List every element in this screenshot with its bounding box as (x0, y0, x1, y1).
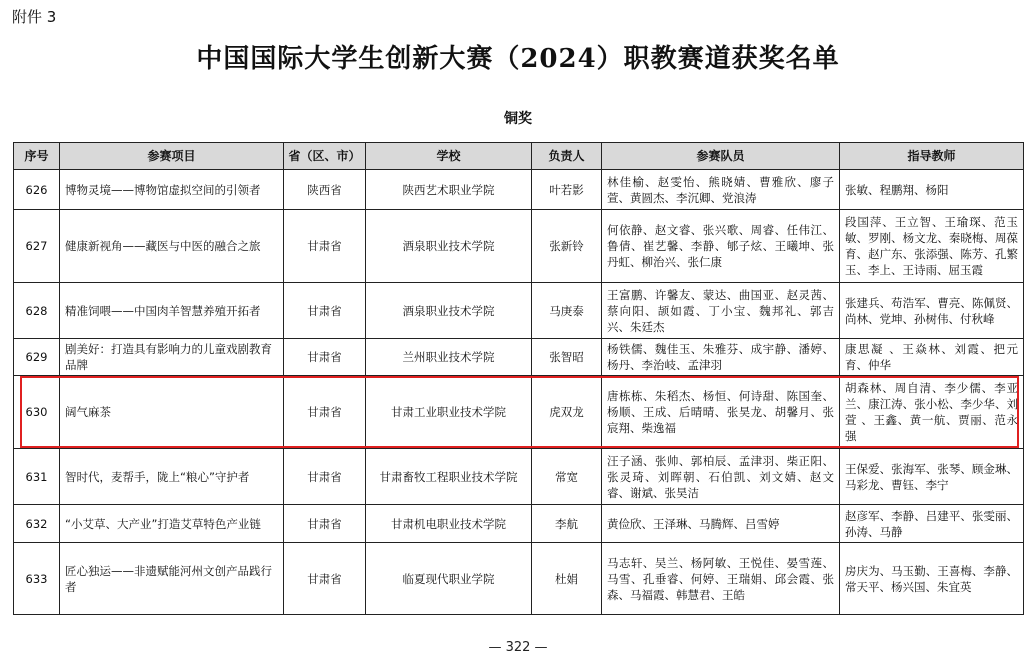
cell-leader: 虎双龙 (532, 376, 602, 449)
cell-no: 629 (14, 339, 60, 376)
cell-team: 林佳榆、赵雯怡、熊晓婧、曹雅欣、廖子萱、黄圆杰、李沉卿、党浪涛 (602, 170, 840, 210)
cell-school: 兰州职业技术学院 (366, 339, 532, 376)
table-row (14, 283, 1024, 339)
cell-school: 酒泉职业技术学院 (366, 210, 532, 283)
cell-team: 何依静、赵文睿、张兴歌、周睿、任伟江、鲁倩、崔艺馨、李静、郇子炫、王曦坤、张丹虹、柳治兴、张仁康 (602, 210, 840, 283)
attachment-label: 附件 3 (12, 8, 57, 26)
table-row (14, 543, 1024, 615)
document-title: 中国国际大学生创新大赛（2024）职教赛道获奖名单 (196, 44, 840, 74)
cell-province: 甘肃省 (284, 505, 366, 543)
cell-team: 王富鹏、许馨友、蒙达、曲国亚、赵灵茜、蔡向阳、颉如霞、丁小宝、魏邦礼、郭吉兴、朱廷杰 (602, 283, 840, 339)
table-header-row (14, 143, 1024, 170)
cell-leader: 李航 (532, 505, 602, 543)
page-number: — 322 — (488, 640, 548, 655)
cell-leader: 叶若影 (532, 170, 602, 210)
cell-school: 甘肃工业职业技术学院 (366, 376, 532, 449)
header-team: 参赛队员 (602, 143, 840, 170)
cell-school: 酒泉职业技术学院 (366, 283, 532, 339)
cell-project: 健康新视角——藏医与中医的融合之旅 (60, 210, 284, 283)
table-row (14, 339, 1024, 376)
cell-province: 陕西省 (284, 170, 366, 210)
cell-province: 甘肃省 (284, 283, 366, 339)
cell-team: 杨铁儒、魏佳玉、朱雅芬、成宇静、潘婷、杨丹、李治岐、孟津羽 (602, 339, 840, 376)
cell-project: 匠心独运——非遗赋能河州文创产品践行者 (60, 543, 284, 615)
header-project: 参赛项目 (60, 143, 284, 170)
cell-team: 唐栋栋、朱稻杰、杨恒、何诗甜、陈国奎、杨顺、王成、后晴晴、张昊龙、胡馨月、张宸翔、柴逸福 (602, 376, 840, 449)
cell-teachers: 胡森林、周自清、李少儒、李亚兰、康江涛、张小松、李少华、刘萱 、王鑫、黄一航、贾丽、范永强 (840, 376, 1024, 449)
cell-team: 汪子涵、张帅、郭柏辰、孟津羽、柴正阳、张灵琦、刘晖朝、石伯凯、刘文婧、赵文睿、谢斌、张昊洁 (602, 449, 840, 505)
cell-leader: 杜娟 (532, 543, 602, 615)
cell-teachers: 张敏、程鹏翔、杨阳 (840, 170, 1024, 210)
cell-province: 甘肃省 (284, 543, 366, 615)
cell-school: 临夏现代职业学院 (366, 543, 532, 615)
cell-no: 628 (14, 283, 60, 339)
cell-leader: 张新铃 (532, 210, 602, 283)
cell-project: 智时代，麦帮手，陇上“粮心”守护者 (60, 449, 284, 505)
cell-province: 甘肃省 (284, 449, 366, 505)
table-row-highlighted (14, 376, 1024, 449)
cell-no: 632 (14, 505, 60, 543)
awards-table (13, 142, 1024, 615)
cell-no: 626 (14, 170, 60, 210)
cell-leader: 张智昭 (532, 339, 602, 376)
cell-teachers: 张建兵、苟浩军、曹亮、陈佩贤、尚林、党坤、孙树伟、付秋峰 (840, 283, 1024, 339)
header-school: 学校 (366, 143, 532, 170)
cell-teachers: 赵彦军、李静、吕建平、张雯丽、孙涛、马静 (840, 505, 1024, 543)
cell-project: 阔气麻茶 (60, 376, 284, 449)
table-row (14, 449, 1024, 505)
table-row (14, 505, 1024, 543)
cell-leader: 常宽 (532, 449, 602, 505)
cell-no: 630 (14, 376, 60, 449)
table-row (14, 210, 1024, 283)
cell-project: 博物灵境——博物馆虚拟空间的引领者 (60, 170, 284, 210)
cell-team: 马志轩、吴兰、杨阿敏、王悦佳、晏雪莲、马雪、孔垂睿、何婷、王瑞娟、邱会霞、张森、马福霞、韩慧君、王皓 (602, 543, 840, 615)
cell-team: 黄俭欣、王泽琳、马腾辉、吕雪婷 (602, 505, 840, 543)
header-no: 序号 (14, 143, 60, 170)
cell-province: 甘肃省 (284, 376, 366, 449)
cell-school: 陕西艺术职业学院 (366, 170, 532, 210)
cell-no: 633 (14, 543, 60, 615)
header-province: 省（区、市） (284, 143, 366, 170)
cell-province: 甘肃省 (284, 210, 366, 283)
table-row (14, 170, 1024, 210)
cell-school: 甘肃畜牧工程职业技术学院 (366, 449, 532, 505)
cell-leader: 马庚泰 (532, 283, 602, 339)
cell-province: 甘肃省 (284, 339, 366, 376)
cell-no: 631 (14, 449, 60, 505)
cell-no: 627 (14, 210, 60, 283)
cell-teachers: 王保爱、张海军、张琴、顾金琳、马彩龙、曹钰、李宁 (840, 449, 1024, 505)
cell-project: 精准饲喂——中国肉羊智慧养殖开拓者 (60, 283, 284, 339)
cell-teachers: 房庆为、马玉勤、王喜梅、李静、常天平、杨兴国、朱宜英 (840, 543, 1024, 615)
header-leader: 负责人 (532, 143, 602, 170)
cell-project: 剧美好：打造具有影响力的儿童戏剧教育品牌 (60, 339, 284, 376)
cell-project: “小艾草、大产业”打造艾草特色产业链 (60, 505, 284, 543)
cell-teachers: 段国萍、王立智、王瑜琛、范玉敏、罗刚、杨文龙、秦晓梅、周葆育、赵广东、张添强、陈芳、孔繁玉、李上、王诗雨、屈玉霞 (840, 210, 1024, 283)
cell-school: 甘肃机电职业技术学院 (366, 505, 532, 543)
award-level-heading: 铜奖 (504, 111, 532, 127)
header-teachers: 指导教师 (840, 143, 1024, 170)
cell-teachers: 康思凝 、王焱林、刘霞、把元育、仲华 (840, 339, 1024, 376)
